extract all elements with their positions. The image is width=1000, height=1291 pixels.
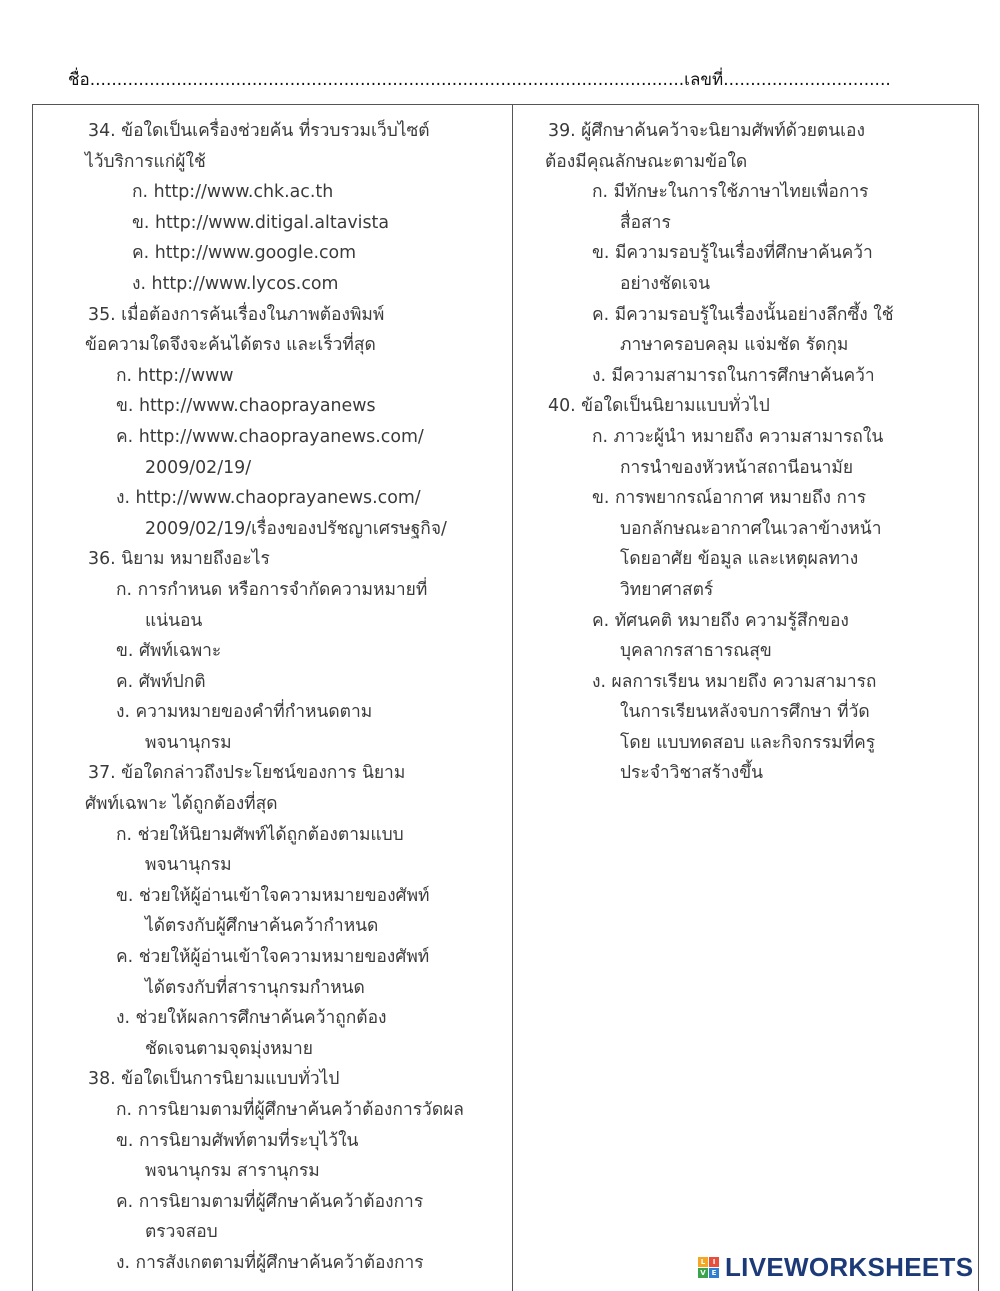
- question-text: 40. ข้อใดเป็นนิยามแบบทั่วไป: [548, 396, 770, 417]
- answer-option[interactable]: ก. การนิยามตามที่ผู้ศึกษาค้นคว้าต้องการวัดผล: [116, 1100, 464, 1120]
- answer-option-continued[interactable]: ตรวจสอบ: [145, 1222, 218, 1243]
- answer-option-continued[interactable]: พจนานุกรม: [145, 855, 232, 876]
- answer-option[interactable]: ก. มีทักษะในการใช้ภาษาไทยเพื่อการ: [592, 182, 869, 203]
- question-text: 38. ข้อใดเป็นการนิยามแบบทั่วไป: [88, 1069, 340, 1090]
- answer-option-continued[interactable]: ภาษาครอบคลุม แจ่มชัด รัดกุม: [620, 335, 849, 356]
- name-label: ชื่อ: [68, 70, 90, 90]
- answer-option-continued[interactable]: โดย แบบทดสอบ และกิจกรรมที่ครู: [620, 732, 876, 753]
- answer-option[interactable]: ก. การกำหนด หรือการจำกัดความหมายที่: [116, 579, 428, 600]
- answer-option[interactable]: ง. ความหมายของคำที่กำหนดตาม: [116, 702, 373, 723]
- answer-option-continued[interactable]: อย่างชัดเจน: [620, 273, 711, 294]
- answer-option[interactable]: ง. ผลการเรียน หมายถึง ความสามารถ: [592, 671, 877, 692]
- answer-option-continued[interactable]: ได้ตรงกับที่สารานุกรมกำหนด: [145, 977, 365, 998]
- logo-letter: V: [698, 1268, 708, 1278]
- logo-letter: E: [709, 1268, 719, 1278]
- answer-option[interactable]: ข. ศัพท์เฉพาะ: [116, 641, 222, 662]
- answer-option-continued[interactable]: แน่นอน: [145, 610, 203, 631]
- answer-option[interactable]: ค. ช่วยให้ผู้อ่านเข้าใจความหมายของศัพท์: [116, 947, 430, 968]
- question-text: 36. นิยาม หมายถึงอะไร: [88, 549, 270, 570]
- answer-option[interactable]: ค. มีความรอบรู้ในเรื่องนั้นอย่างลึกซึ้ง ใช้: [592, 304, 894, 325]
- answer-option-continued[interactable]: ชัดเจนตามจุดมุ่งหมาย: [145, 1038, 313, 1059]
- logo-letter: I: [709, 1257, 719, 1267]
- answer-option[interactable]: ก. http://www: [116, 365, 234, 386]
- answer-option[interactable]: ง. http://www.chaoprayanews.com/: [116, 488, 421, 509]
- answer-option[interactable]: ค. การนิยามตามที่ผู้ศึกษาค้นคว้าต้องการ: [116, 1191, 424, 1212]
- answer-option[interactable]: ง. http://www.lycos.com: [132, 273, 339, 294]
- number-label: เลขที่: [684, 70, 724, 90]
- question-text-continued: ศัพท์เฉพาะ ได้ถูกต้องที่สุด: [85, 794, 278, 815]
- answer-option[interactable]: ก. ภาวะผู้นำ หมายถึง ความสามารถใน: [592, 426, 884, 447]
- logo-letter: L: [698, 1257, 708, 1267]
- answer-option-continued[interactable]: 2009/02/19/เรื่องของปรัชญาเศรษฐกิจ/: [145, 518, 447, 539]
- question-text: 39. ผู้ศึกษาค้นคว้าจะนิยามศัพท์ด้วยตนเอง: [548, 121, 865, 141]
- answer-option-continued[interactable]: พจนานุกรม: [145, 732, 232, 753]
- question-text: 37. ข้อใดกล่าวถึงประโยชน์ของการ นิยาม: [88, 763, 406, 784]
- answer-option-continued[interactable]: ในการเรียนหลังจบการศึกษา ที่วัด: [620, 702, 870, 723]
- question-text-continued: ไว้บริการแก่ผู้ใช้: [85, 151, 206, 172]
- answer-option[interactable]: ค. http://www.chaoprayanews.com/: [116, 426, 424, 447]
- brand-text: LIVEWORKSHEETS: [725, 1252, 974, 1282]
- answer-option[interactable]: ข. http://www.chaoprayanews: [116, 396, 376, 417]
- answer-option[interactable]: ข. การพยากรณ์อากาศ หมายถึง การ: [592, 488, 867, 509]
- answer-option-continued[interactable]: 2009/02/19/: [145, 457, 252, 478]
- student-info-header: [68, 66, 891, 93]
- answer-option-continued[interactable]: พจนานุกรม สารานุกรม: [145, 1161, 320, 1182]
- answer-option[interactable]: ข. ช่วยให้ผู้อ่านเข้าใจความหมายของศัพท์: [116, 885, 430, 906]
- answer-option[interactable]: ง. ช่วยให้ผลการศึกษาค้นคว้าถูกต้อง: [116, 1008, 387, 1029]
- answer-option-continued[interactable]: โดยอาศัย ข้อมูล และเหตุผลทาง: [620, 549, 859, 570]
- liveworksheets-brand: [698, 1252, 973, 1283]
- name-field[interactable]: ..............................................................................................................: [89, 70, 685, 90]
- answer-option-continued[interactable]: ได้ตรงกับผู้ศึกษาค้นคว้ากำหนด: [145, 916, 379, 937]
- answer-option[interactable]: ง. มีความสามารถในการศึกษาค้นคว้า: [592, 365, 875, 386]
- question-text: 35. เมื่อต้องการค้นเรื่องในภาพต้องพิมพ์: [88, 304, 385, 325]
- answer-option[interactable]: ข. มีความรอบรู้ในเรื่องที่ศึกษาค้นคว้า: [592, 243, 873, 264]
- answer-option-continued[interactable]: บุคลากรสาธารณสุข: [620, 641, 772, 662]
- right-question-column: [545, 116, 960, 789]
- left-question-column: [85, 116, 500, 1279]
- answer-option[interactable]: ข. http://www.ditigal.altavista: [132, 212, 390, 233]
- question-text: 34. ข้อใดเป็นเครื่องช่วยค้น ที่รวบรวมเว็บไซต์: [88, 121, 430, 141]
- answer-option[interactable]: ค. http://www.google.com: [132, 243, 357, 264]
- answer-option[interactable]: ข. การนิยามศัพท์ตามที่ระบุไว้ใน: [116, 1130, 359, 1151]
- liveworksheets-logo-icon: [698, 1257, 720, 1279]
- answer-option-continued[interactable]: การนำของหัวหน้าสถานีอนามัย: [620, 457, 854, 478]
- answer-option-continued[interactable]: บอกลักษณะอากาศในเวลาข้างหน้า: [620, 518, 882, 539]
- answer-option[interactable]: ก. ช่วยให้นิยามศัพท์ได้ถูกต้องตามแบบ: [116, 824, 404, 845]
- column-divider: [512, 104, 513, 1291]
- question-text-continued: ต้องมีคุณลักษณะตามข้อใด: [545, 151, 748, 172]
- answer-option[interactable]: ค. ศัพท์ปกติ: [116, 671, 206, 692]
- answer-option[interactable]: ก. http://www.chk.ac.th: [132, 182, 334, 203]
- answer-option-continued[interactable]: ประจำวิชาสร้างขึ้น: [620, 763, 763, 784]
- answer-option[interactable]: ง. การสังเกตตามที่ผู้ศึกษาค้นคว้าต้องการ: [116, 1252, 424, 1273]
- answer-option-continued[interactable]: วิทยาศาสตร์: [620, 579, 714, 600]
- number-field[interactable]: ...............................: [723, 70, 891, 90]
- answer-option[interactable]: ค. ทัศนคติ หมายถึง ความรู้สึกของ: [592, 610, 849, 631]
- answer-option-continued[interactable]: สื่อสาร: [620, 212, 671, 233]
- question-text-continued: ข้อความใดจึงจะค้นได้ตรง และเร็วที่สุด: [85, 335, 376, 356]
